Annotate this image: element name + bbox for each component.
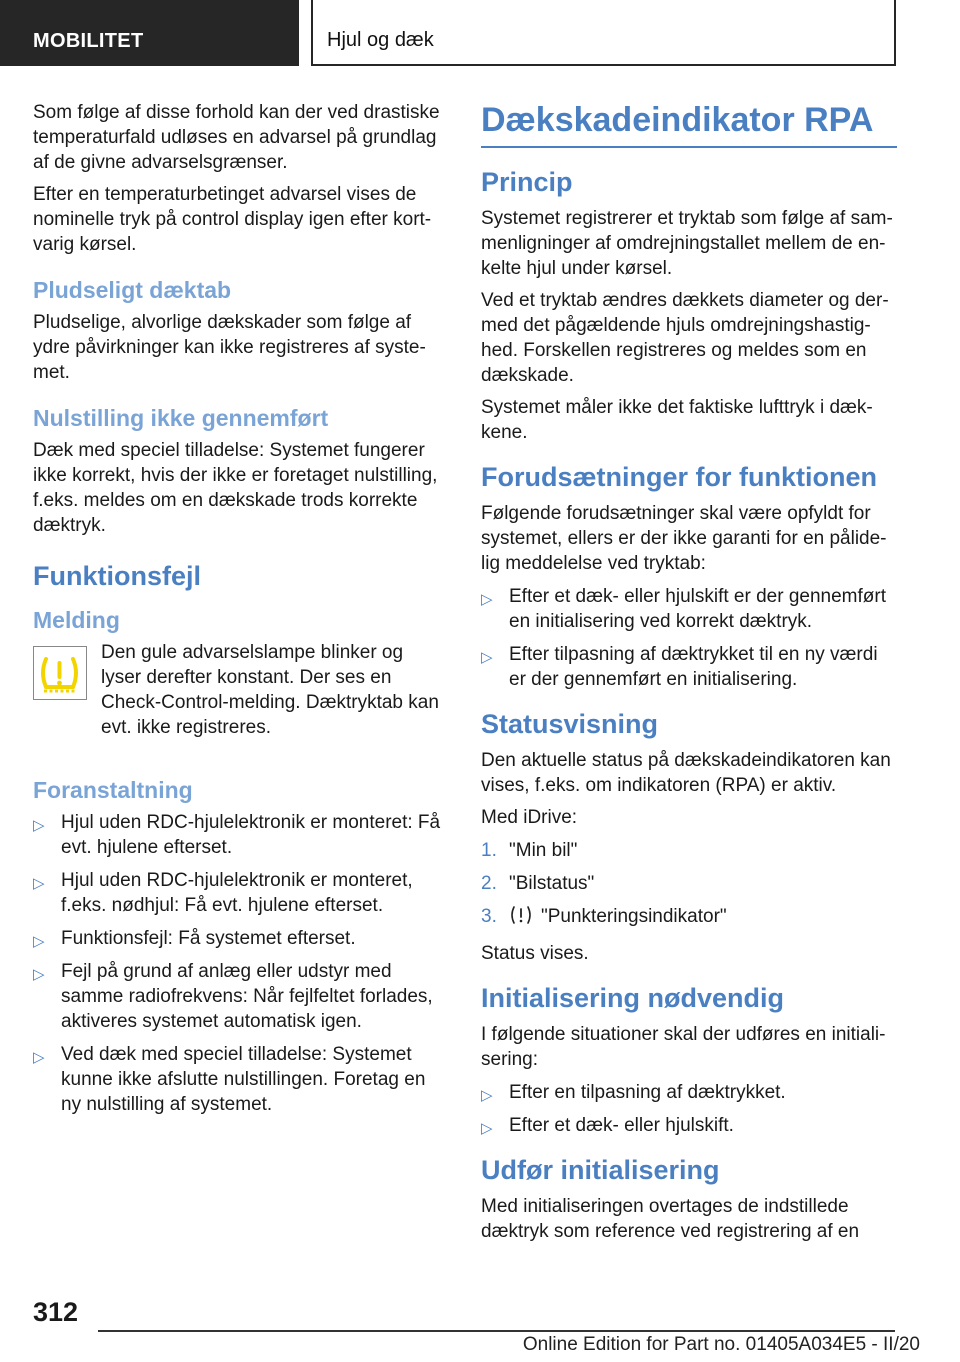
bullet-triangle-icon: ▷ <box>33 933 45 950</box>
bullet-triangle-icon: ▷ <box>481 1087 493 1104</box>
section-tab: MOBILITET <box>0 0 299 66</box>
list-item: ▷ Funktionsfejl: Få systemet efterset. <box>33 926 448 951</box>
bullet-triangle-icon: ▷ <box>33 875 45 892</box>
edition-note: Online Edition for Part no. 01405A034E5 - II/20 <box>522 1334 920 1355</box>
page-header <box>0 0 960 66</box>
paragraph: Systemet registrerer et tryktab som følge af sam-menligninger af omdrejningstallet mellem de en-kelte hjul under kørsel. <box>481 208 893 279</box>
paragraph: Status vises. <box>481 943 589 964</box>
list-item: ▷ Efter en tilpasning af dæktrykket. <box>481 1080 897 1105</box>
heading-requirements: Forudsætninger for funktionen <box>481 462 877 492</box>
heading-malfunction: Funktionsfejl <box>33 561 201 591</box>
bullet-triangle-icon: ▷ <box>481 1120 493 1137</box>
tire-warning-icon <box>509 904 533 933</box>
bullet-triangle-icon: ▷ <box>481 649 493 666</box>
list-item: 3. "Punkteringsindikator" <box>481 904 897 933</box>
warning-message-block <box>33 640 448 740</box>
paragraph: Den aktuelle status på dækskadeindikatoren kan vises, f.eks. om indikatoren (RPA) er aktiv. <box>481 750 891 796</box>
paragraph: Med iDrive: <box>481 807 578 828</box>
paragraph: I følgende situationer skal der udføres en initiali-sering: <box>481 1024 886 1070</box>
page-number: 312 <box>33 1297 79 1327</box>
left-column <box>33 100 448 1125</box>
paragraph: Systemet måler ikke det faktiske lufttryk i dæk-kene. <box>481 397 873 443</box>
list-item: 1. "Min bil" <box>481 840 578 861</box>
bullet-triangle-icon: ▷ <box>33 966 45 983</box>
paragraph: Pludselige, alvorlige dækskader som følge af ydre påvirkninger kan ikke registreres af syste-met. <box>33 312 426 383</box>
paragraph: Som følge af disse forhold kan der ved drastiske temperaturfald udløses en advarsel på grundlag af de givne advarselsgrænser. <box>33 102 440 173</box>
paragraph: Ved et tryktab ændres dækkets diameter og der-med det pågældende hjuls omdrejningshastig-hed. Forskellen registreres og meldes som en dækskade. <box>481 290 889 386</box>
list-item: ▷ Hjul uden RDC-hjulelektronik er monteret: Få evt. hjulene efterset. <box>33 812 441 858</box>
paragraph: Efter en temperaturbetinget advarsel vises de nominelle tryk på control display igen efter kort-varig kørsel. <box>33 184 432 255</box>
heading-sudden-loss: Pludseligt dæktab <box>33 277 232 303</box>
list-item: ▷ Efter et dæk- eller hjulskift. <box>481 1113 897 1138</box>
page-title: Dækskadeindikator RPA <box>481 100 897 148</box>
heading-principle: Princip <box>481 167 573 197</box>
right-column <box>481 100 897 1251</box>
measure-list <box>33 810 448 1117</box>
heading-reset-not-done: Nulstilling ikke gennemført <box>33 405 329 431</box>
list-item: ▷ Fejl på grund af anlæg eller udstyr med samme radiofrekvens: Når fejlfeltet forlades, aktiveres systemet automatisk igen. <box>33 961 433 1032</box>
heading-do-init: Udfør initialisering <box>481 1155 720 1185</box>
list-item: ▷ Efter et dæk- eller hjulskift er der gennemført en initialisering ved korrekt dæktryk. <box>481 586 886 632</box>
bullet-triangle-icon: ▷ <box>33 817 45 834</box>
tire-pressure-warning-icon <box>33 646 87 700</box>
bullet-triangle-icon: ▷ <box>33 1049 45 1066</box>
requirements-list <box>481 584 897 692</box>
heading-status: Statusvisning <box>481 709 659 739</box>
chapter-title: Hjul og dæk <box>311 0 896 66</box>
idrive-steps <box>481 838 897 933</box>
paragraph: Med initialiseringen overtages de indstillede dæktryk som reference ved registrering af en <box>481 1196 860 1242</box>
init-situations-list <box>481 1080 897 1138</box>
list-item: ▷ Efter tilpasning af dæktrykket til en ny værdi er der gennemført en initialisering. <box>481 644 878 690</box>
paragraph: Følgende forudsætninger skal være opfyldt for systemet, ellers er der ikke garanti for en pålide-lig meddelelse ved tryktab: <box>481 503 887 574</box>
paragraph: Dæk med speciel tilladelse: Systemet fungerer ikke korrekt, hvis der ikke er foretaget nulstilling, f.eks. meldes om en dækskade trods korrekte dæktryk. <box>33 440 438 536</box>
heading-message: Melding <box>33 607 120 633</box>
heading-measure: Foranstaltning <box>33 777 193 803</box>
footer-divider <box>98 1330 895 1332</box>
list-item: ▷ Ved dæk med speciel tilladelse: Systemet kunne ikke afslutte nulstillingen. Foretag en ny nulstilling af systemet. <box>33 1044 426 1115</box>
paragraph: Den gule advarselslampe blinker og lyser derefter konstant. Der ses en Check-Control-melding. Dæktryktab kan evt. ikke registreres. <box>101 642 439 738</box>
heading-init-needed: Initialisering nødvendig <box>481 983 785 1013</box>
list-item: ▷ Hjul uden RDC-hjulelektronik er monteret, f.eks. nødhjul: Få evt. hjulene efterset. <box>33 870 413 916</box>
list-item: 2. "Bilstatus" <box>481 873 595 894</box>
bullet-triangle-icon: ▷ <box>481 591 493 608</box>
